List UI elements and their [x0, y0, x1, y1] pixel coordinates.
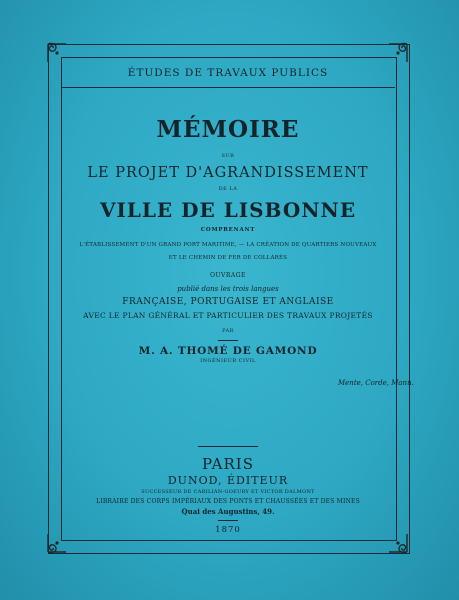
corner-flourish-icon [44, 40, 70, 66]
imprint-divider [198, 446, 258, 447]
published-note: publié dans les trois langues [177, 285, 279, 293]
year-divider [218, 520, 238, 521]
corner-flourish-icon [385, 40, 411, 66]
series-title: ÉTUDES DE TRAVAUX PUBLICS [127, 67, 329, 79]
city-title: VILLE DE LISBONNE [99, 198, 357, 222]
connector-de-la: DE LA [218, 186, 238, 192]
author-divider [218, 340, 238, 341]
connector-sur: SUR [221, 153, 235, 159]
publication-year: 1870 [215, 525, 241, 535]
author-title: INGÉNIEUR CIVIL [200, 358, 256, 364]
main-title: MÉMOIRE [156, 116, 300, 143]
project-title: LE PROJET D'AGRANDISSEMENT [87, 165, 369, 181]
scope-line-2: ET LE CHEMIN DE FER DE COLLARÈS [168, 255, 288, 261]
publisher-address: Quai des Augustins, 49. [181, 507, 275, 516]
languages-line: FRANÇAISE, PORTUGAISE ET ANGLAISE [122, 297, 334, 307]
publisher-name: DUNOD, ÉDITEUR [167, 474, 289, 487]
series-divider [61, 87, 395, 88]
plans-line: AVEC LE PLAN GÉNÉRAL ET PARTICULIER DES TRAVAUX PROJETÉS [83, 311, 373, 320]
author-name: M. A. THOMÉ DE GAMOND [138, 345, 318, 357]
ouvrage-label: OUVRAGE [210, 272, 246, 279]
connector-par: PAR [222, 328, 234, 334]
motto: Mente, Corde, Manu. [338, 379, 414, 387]
scope-line-1: L'ÉTABLISSEMENT D'UN GRAND PORT MARITIME, — LA CRÉATION DE QUARTIERS NOUVEAUX [79, 242, 377, 248]
publisher-bookshop: LIBRAIRE DES CORPS IMPÉRIAUX DES PONTS ET CHAUSSÉES ET DES MINES [96, 498, 360, 505]
comprenant-label: COMPRENANT [200, 227, 256, 233]
imprint-city: PARIS [201, 455, 255, 473]
publisher-successors: SUCCESSEUR DE CARILIAN-GOEURY ET VICTOR DALMONT [141, 489, 315, 495]
